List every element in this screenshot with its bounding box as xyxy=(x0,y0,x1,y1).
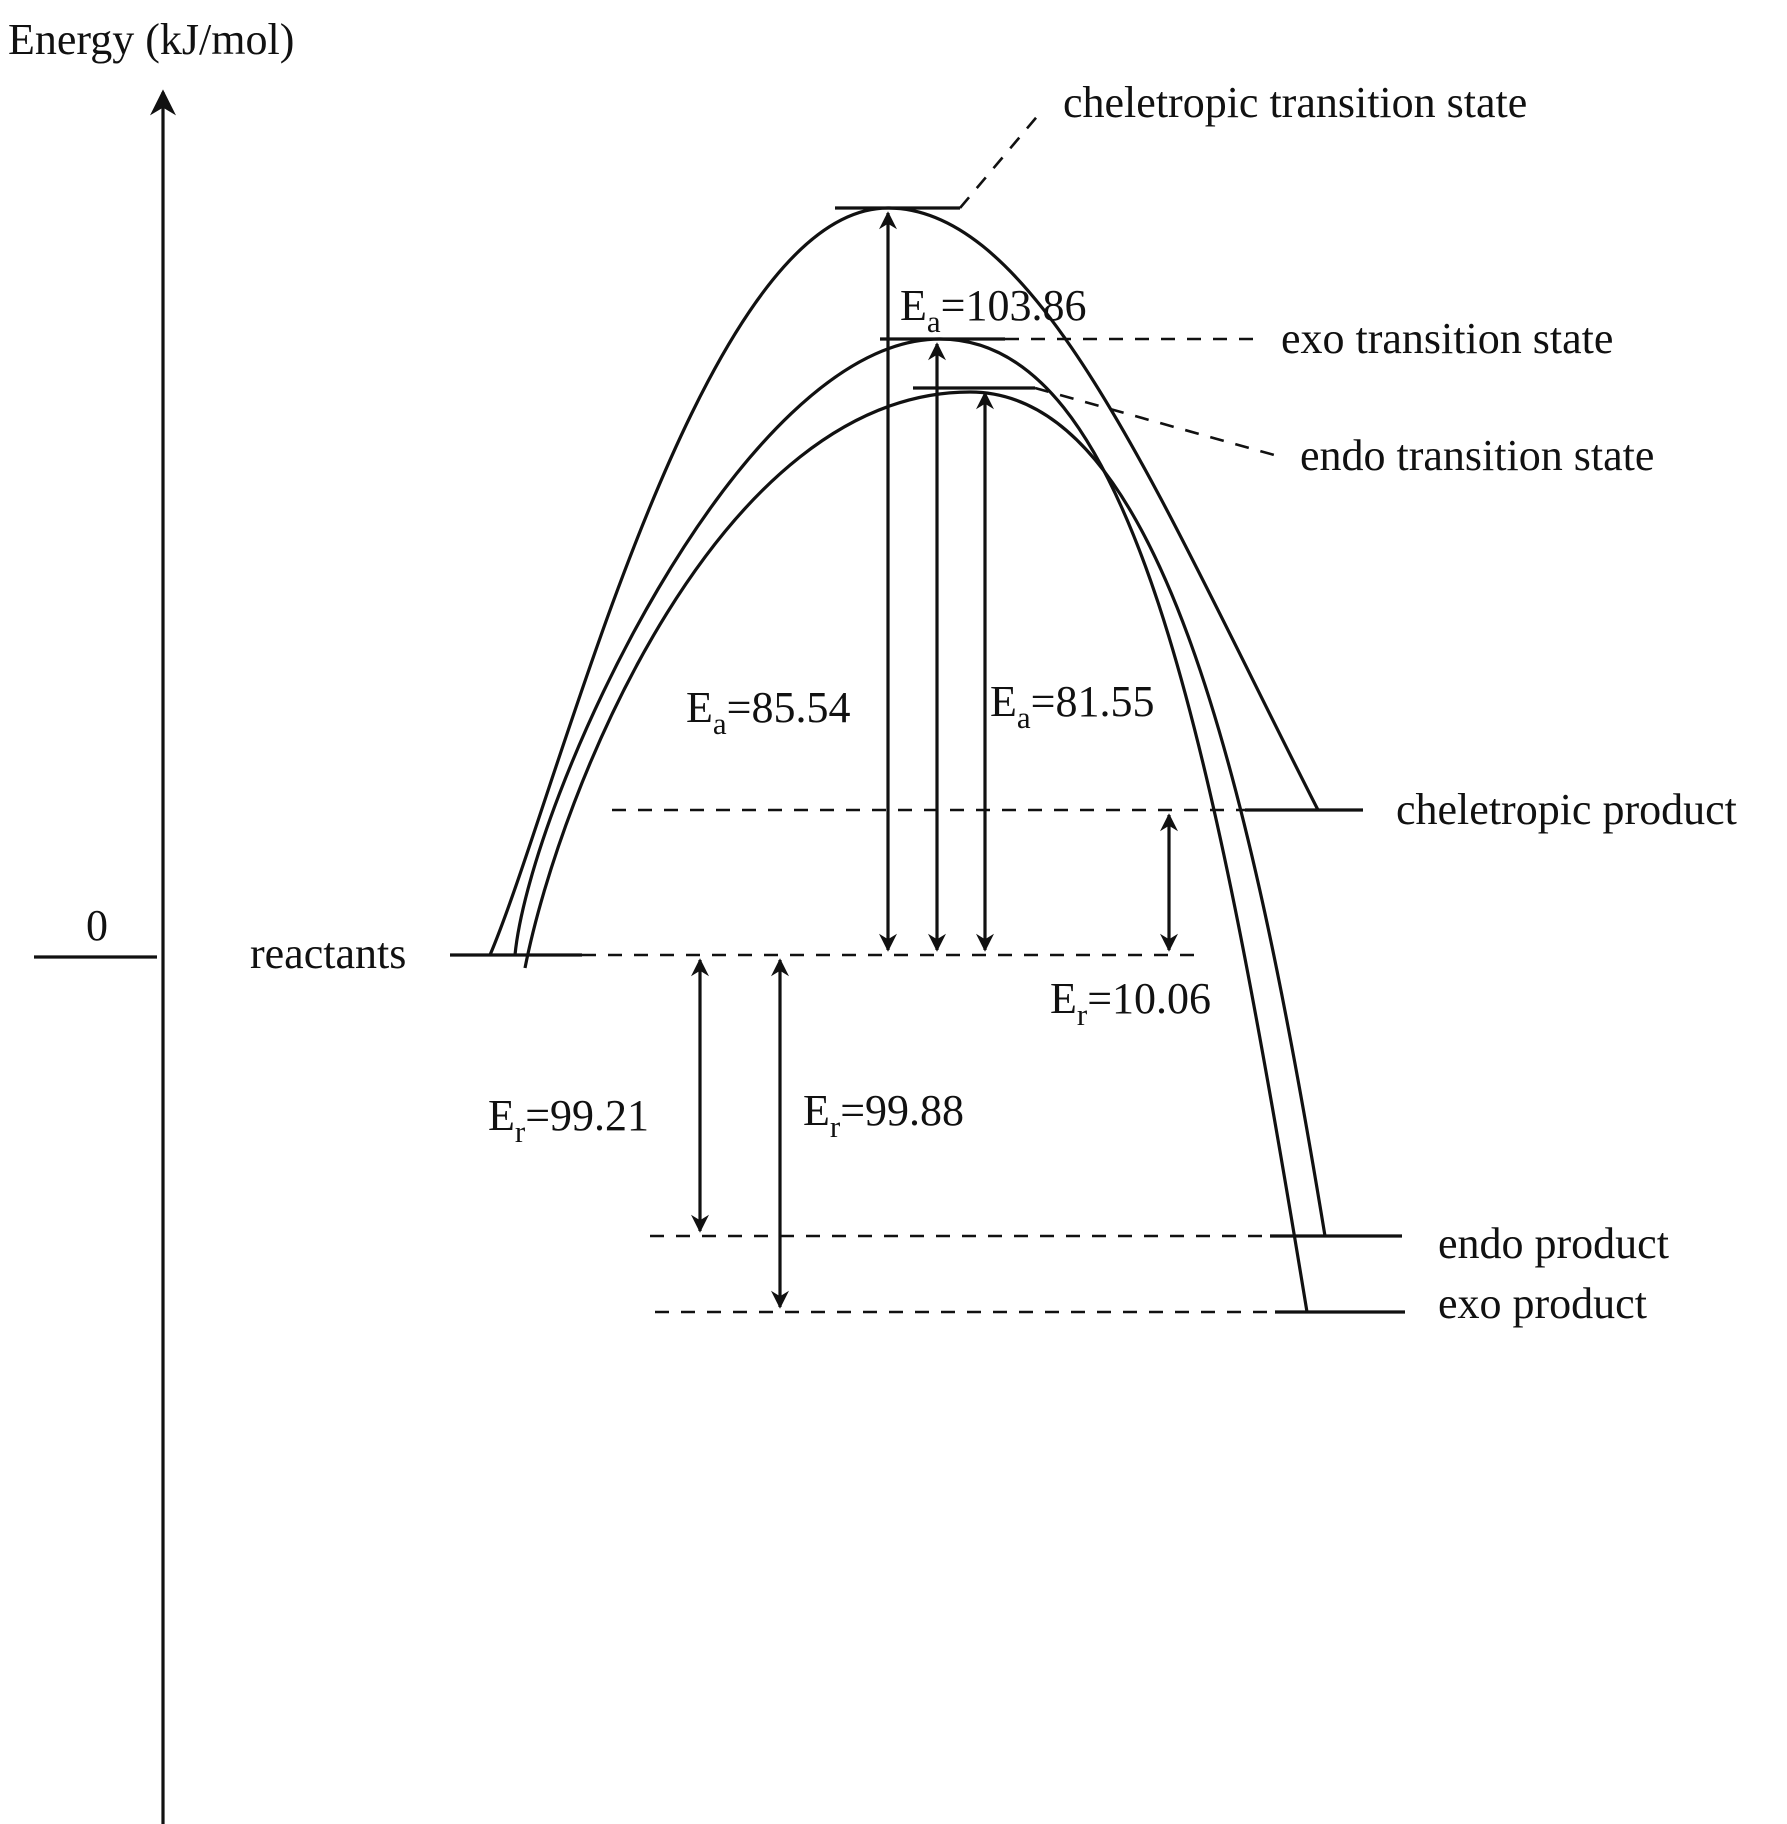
exo-pathway-curve xyxy=(515,339,1307,1312)
endo-ts-label: endo transition state xyxy=(1300,431,1655,480)
endo-product-label: endo product xyxy=(1438,1219,1669,1268)
reactants-label: reactants xyxy=(250,929,407,978)
ea-cheletropic-label: $E_a=103.86$ xyxy=(900,281,1087,339)
cheletropic-product-label: cheletropic product xyxy=(1396,785,1737,834)
cheletropic-ts-leader xyxy=(960,113,1040,208)
endo-ts-leader xyxy=(1035,388,1285,458)
ea-endo-label: $E_a=81.55$ xyxy=(990,677,1155,735)
exo-product-label: exo product xyxy=(1438,1279,1647,1328)
axis-label: Energy (kJ/mol) xyxy=(8,15,295,64)
er-cheletropic-label: $E_r=10.06$ xyxy=(1050,974,1212,1032)
zero-label: 0 xyxy=(86,901,108,950)
ea-exo-label: $E_a=85.54$ xyxy=(686,683,851,741)
er-endo-label: $E_r=99.21$ xyxy=(488,1091,650,1149)
exo-ts-label: exo transition state xyxy=(1281,314,1614,363)
er-exo-label: $E_r=99.88$ xyxy=(803,1086,965,1144)
cheletropic-ts-label: cheletropic transition state xyxy=(1063,78,1528,127)
